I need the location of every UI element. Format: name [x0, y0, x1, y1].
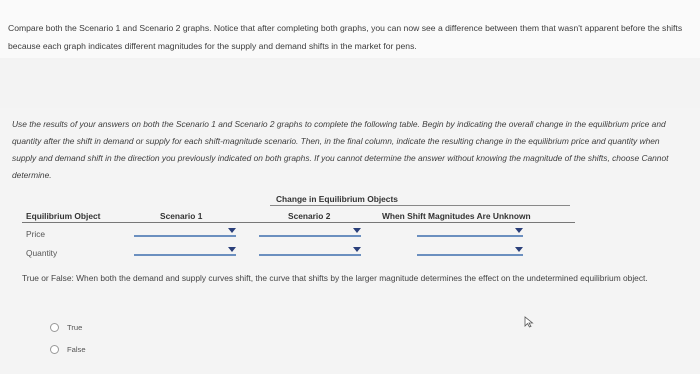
- col-header-object: Equilibrium Object: [26, 211, 101, 221]
- group-header: Change in Equilibrium Objects: [276, 194, 398, 204]
- mouse-cursor-icon: [524, 316, 536, 328]
- chevron-down-icon: [353, 247, 361, 252]
- group-header-rule: [270, 205, 570, 206]
- quantity-scenario2-dropdown[interactable]: [259, 244, 361, 256]
- price-unknown-dropdown[interactable]: [417, 225, 523, 237]
- chevron-down-icon: [228, 247, 236, 252]
- radio-button-true[interactable]: [50, 323, 59, 332]
- chevron-down-icon: [515, 247, 523, 252]
- option-true[interactable]: [50, 323, 82, 332]
- row-label-price: Price: [26, 229, 46, 239]
- row-label-quantity: Quantity: [26, 248, 58, 258]
- col-header-unknown: When Shift Magnitudes Are Unknown: [382, 211, 531, 221]
- chevron-down-icon: [515, 228, 523, 233]
- option-true-label: True: [67, 323, 83, 332]
- section-gap: [0, 58, 700, 108]
- col-header-scenario2: Scenario 2: [288, 211, 331, 221]
- chevron-down-icon: [228, 228, 236, 233]
- option-false[interactable]: [50, 345, 86, 354]
- instructions-text: Use the results of your answers on both the Scenario 1 and Scenario 2 graphs to complete the following table. Begin by indicating the overall change in the equilibrium price and quantity after the shift in demand or supply for each shift-magnitude scenario. Then, in the final column, indicate the resulting change in the equilibrium price and quantity when supply and demand shift in the direction you previously indicated on both graphs. If you cannot determine the answer without knowing the magnitude of the shifts, choose Cannot determine.: [12, 119, 669, 180]
- col-header-scenario1: Scenario 1: [160, 211, 203, 221]
- radio-button-false[interactable]: [50, 345, 59, 354]
- option-false-label: False: [67, 345, 86, 354]
- intro-text: Compare both the Scenario 1 and Scenario 2 graphs. Notice that after completing both graphs, you can now see a difference between them that wasn't apparent before the shifts because each graph indicates different magnitudes for the supply and demand shifts in the market for pens.: [8, 23, 683, 51]
- header-rule: [22, 222, 575, 223]
- price-scenario1-dropdown[interactable]: [134, 225, 236, 237]
- quantity-scenario1-dropdown[interactable]: [134, 244, 236, 256]
- quantity-unknown-dropdown[interactable]: [417, 244, 523, 256]
- price-scenario2-dropdown[interactable]: [259, 225, 361, 237]
- chevron-down-icon: [353, 228, 361, 233]
- true-false-question: True or False: When both the demand and supply curves shift, the curve that shifts by the larger magnitude determines the effect on the undetermined equilibrium object.: [22, 273, 648, 283]
